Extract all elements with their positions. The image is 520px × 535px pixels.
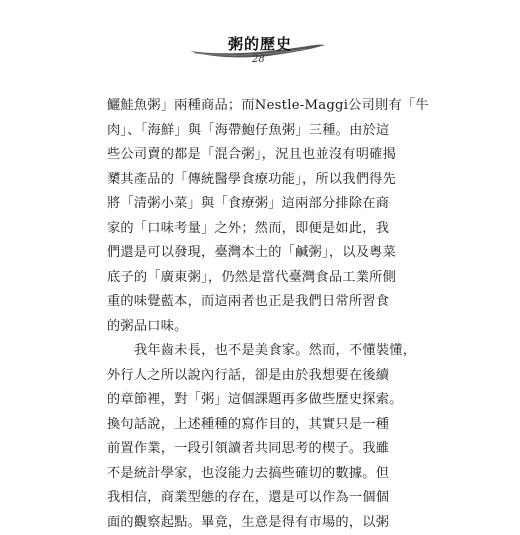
text-line: 重的味覺藍本，而這兩者也正是我們日常所習食 (107, 290, 413, 315)
chapter-title: 粥的歷史 (228, 33, 292, 54)
text-line: 家的「口味考量」之外；然而，即便是如此，我 (107, 217, 413, 242)
running-header (188, 30, 328, 70)
text-line: 的章節裡，對「粥」這個課題再多做些歷史探索。 (107, 388, 413, 413)
body-text (107, 94, 413, 535)
paragraph-first-line: 我年齒未長，也不是美食家。然而，不懂裝懂， (107, 339, 413, 364)
page-number: 28 (252, 54, 265, 65)
text-line: 櫫其產品的「傳統醫學食療功能」，所以我們得先 (107, 168, 413, 193)
text-line: 將「清粥小菜」與「食療粥」這兩部分排除在商 (107, 192, 413, 217)
text-line: 鱺鮭魚粥」兩種商品；而Nestle-Maggi公司則有「牛 (107, 94, 413, 119)
text-line: 外行人之所以說內行話，卻是由於我想要在後續 (107, 364, 413, 389)
text-line: 不是統計學家，也沒能力去搞些確切的數據。但 (107, 462, 413, 487)
text-line: 我相信，商業型態的存在，還是可以作為一個個 (107, 486, 413, 511)
text-line: 肉」、「海鮮」與「海帶鮑仔魚粥」三種。由於這 (107, 119, 413, 144)
text-line: 換句話說，上述種種的寫作目的，其實只是一種 (107, 413, 413, 438)
text-line: 前置作業，一段引領讀者共同思考的楔子。我雖 (107, 437, 413, 462)
text-line: 的粥品口味。 (107, 315, 413, 340)
text-line: 面的觀察起點。畢竟，生意是得有市場的，以粥 (107, 511, 413, 535)
text-line: 們還是可以發現，臺灣本土的「鹹粥」，以及粵菜 (107, 241, 413, 266)
text-line: 些公司賣的都是「混合粥」，況且也並沒有明確揭 (107, 143, 413, 168)
text-line: 底子的「廣東粥」，仍然是當代臺灣食品工業所側 (107, 266, 413, 291)
